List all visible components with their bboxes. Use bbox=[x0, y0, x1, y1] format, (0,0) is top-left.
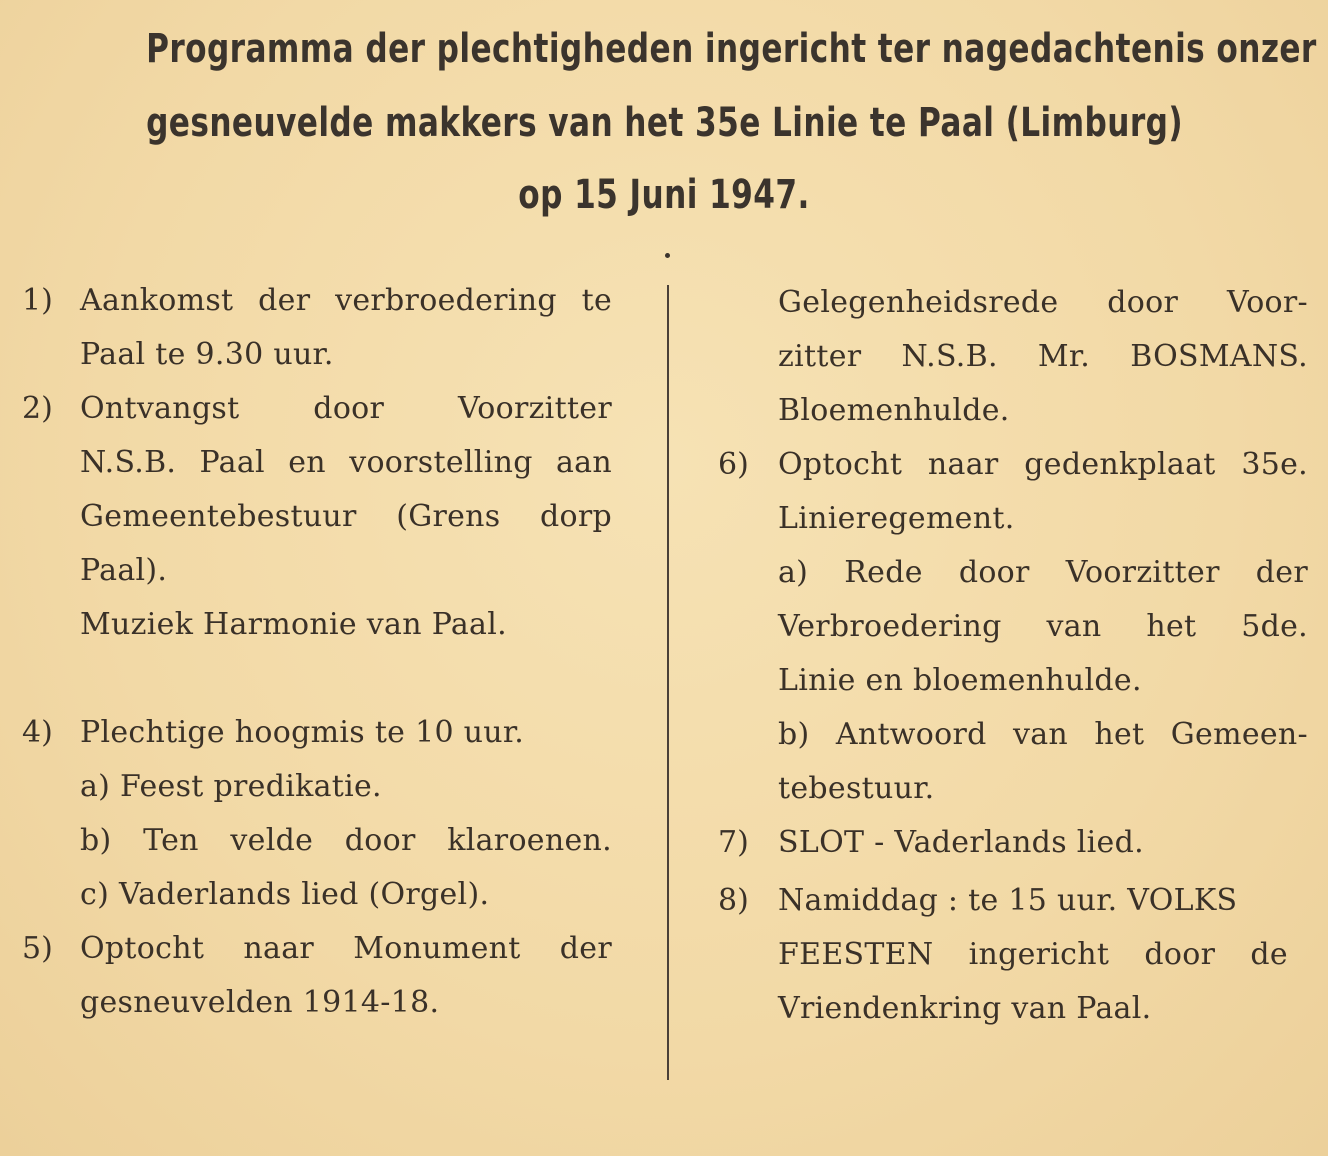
item-4-line-1: Plechtige hoogmis te 10 uur. bbox=[80, 715, 525, 750]
item-5-line-2: gesneuvelden 1914-18. bbox=[80, 985, 440, 1020]
item-6-sub-b-line-2: tebestuur. bbox=[778, 771, 935, 806]
item-6-sub-a-line-2: Verbroedering van het 5de. bbox=[778, 609, 1308, 644]
separator-dot bbox=[665, 253, 670, 258]
column-divider bbox=[667, 285, 669, 1080]
item-5-speech-line-1: Gelegenheidsrede door Voor- bbox=[778, 285, 1308, 320]
title-line-1: Programma der plechtigheden ingericht ter nagedachtenis onzer bbox=[146, 26, 1317, 72]
item-7-line-1: SLOT - Vaderlands lied. bbox=[778, 825, 1144, 860]
item-2-line-4: Paal). bbox=[80, 553, 168, 588]
item-6-sub-a-line-3: Linie en bloemenhulde. bbox=[778, 663, 1142, 698]
item-4-sub-c: c) Vaderlands lied (Orgel). bbox=[80, 877, 490, 912]
item-1-line-2: Paal te 9.30 uur. bbox=[80, 337, 334, 372]
item-number-5: 5) bbox=[22, 931, 53, 966]
item-6-line-1: Optocht naar gedenkplaat 35e. bbox=[778, 447, 1308, 482]
item-4-sub-a: a) Feest predikatie. bbox=[80, 769, 382, 804]
item-6-line-2: Linieregement. bbox=[778, 501, 1015, 536]
item-number-8: 8) bbox=[718, 883, 749, 918]
item-6-sub-a-line-1: a) Rede door Voorzitter der bbox=[778, 555, 1308, 590]
item-number-7: 7) bbox=[718, 825, 749, 860]
item-5-speech-line-3: Bloemenhulde. bbox=[778, 393, 1010, 428]
item-4-sub-b: b) Ten velde door klaroenen. bbox=[80, 823, 612, 858]
item-8-line-1: Namiddag : te 15 uur. VOLKS bbox=[778, 883, 1238, 918]
item-number-6: 6) bbox=[718, 447, 749, 482]
title-line-3: op 15 Juni 1947. bbox=[518, 172, 810, 218]
item-5-speech-line-2: zitter N.S.B. Mr. BOSMANS. bbox=[778, 339, 1308, 374]
item-number-4: 4) bbox=[22, 715, 53, 750]
item-number-2: 2) bbox=[22, 391, 53, 426]
item-5-line-1: Optocht naar Monument der bbox=[80, 931, 612, 966]
item-2-line-3: Gemeentebestuur (Grens dorp bbox=[80, 499, 612, 534]
item-number-1: 1) bbox=[22, 283, 53, 318]
item-6-sub-b-line-1: b) Antwoord van het Gemeen- bbox=[778, 717, 1308, 752]
item-2-line-5: Muziek Harmonie van Paal. bbox=[80, 607, 507, 642]
item-2-line-1: Ontvangst door Voorzitter bbox=[80, 391, 612, 426]
item-8-line-2: FEESTEN ingericht door de bbox=[778, 937, 1288, 972]
item-2-line-2: N.S.B. Paal en voorstelling aan bbox=[80, 445, 612, 480]
title-line-2: gesneuvelde makkers van het 35e Linie te Paal (Limburg) bbox=[146, 100, 1183, 146]
item-1-line-1: Aankomst der verbroedering te bbox=[80, 283, 612, 318]
item-8-line-3: Vriendenkring van Paal. bbox=[778, 991, 1152, 1026]
